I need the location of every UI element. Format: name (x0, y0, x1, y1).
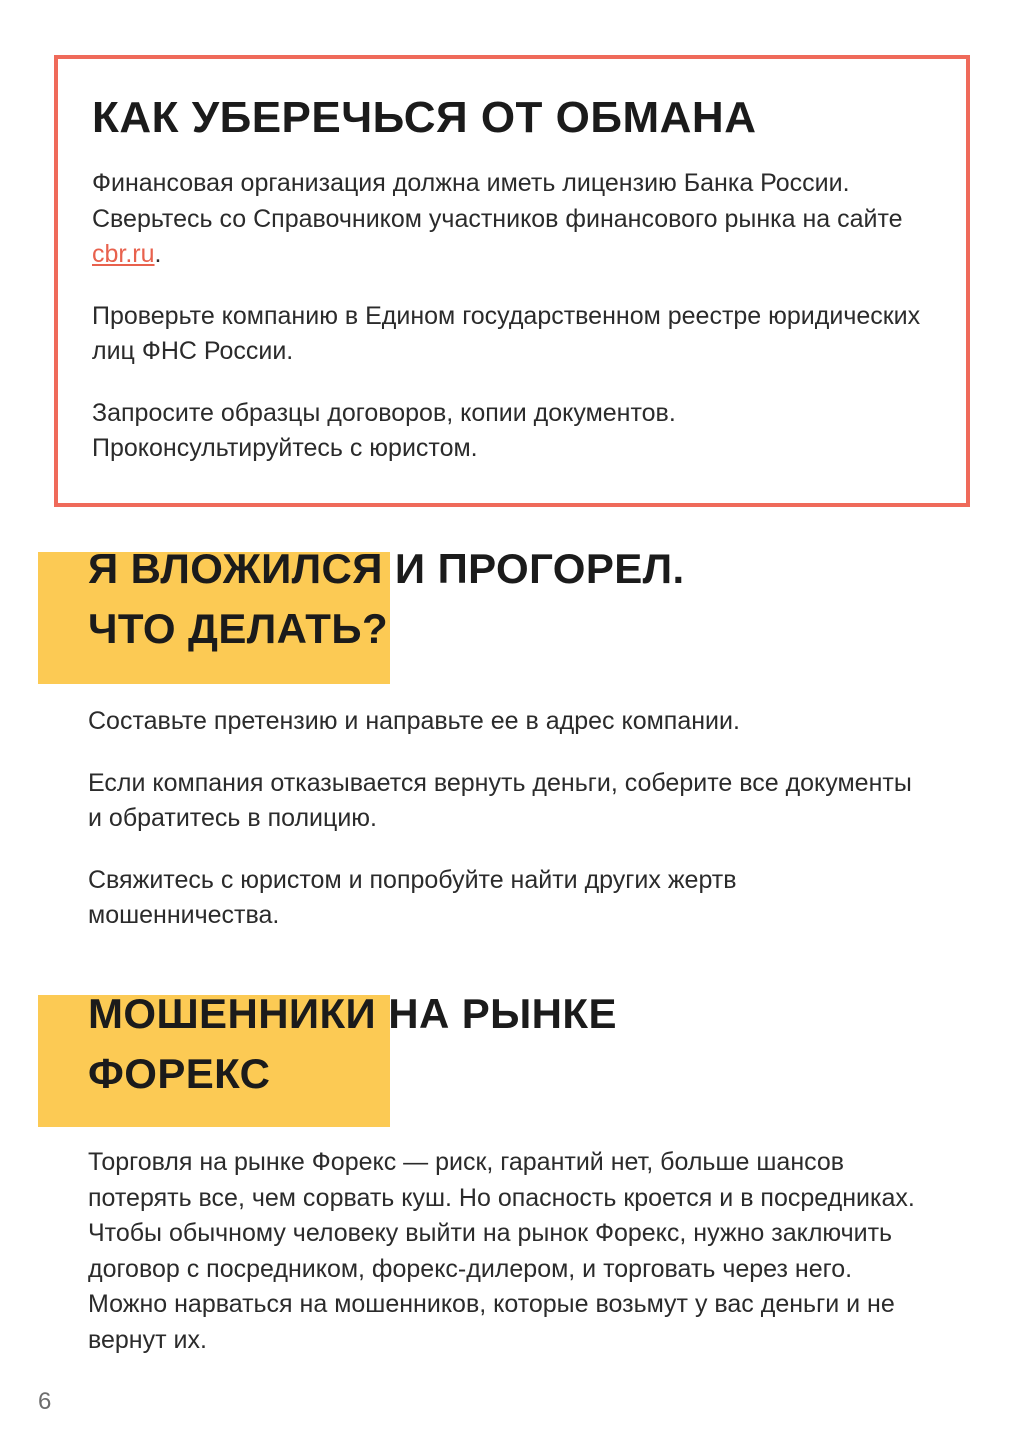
tips-box-paragraph-3: Запросите образцы договоров, копии документов. Проконсультируйтесь с юристом. (92, 398, 676, 463)
forex-title-line-2: ФОРЕКС (88, 1050, 271, 1097)
invested-heading-wrap (0, 540, 1024, 660)
tips-box-title: КАК УБЕРЕЧЬСЯ ОТ ОБМАНА (92, 93, 757, 142)
invested-paragraph-3: Свяжитесь с юристом и попробуйте найти других жертв мошенничества. (88, 865, 737, 929)
forex-section-body (0, 1145, 1024, 1358)
tips-box-section (54, 55, 970, 507)
tips-box-paragraph-2: Проверьте компанию в Едином государственном реестре юридических лиц ФНС России. (92, 301, 921, 366)
invested-paragraph-2: Если компания отказывается вернуть деньги, соберите все документы и обратитесь в полицию. (88, 768, 912, 832)
tips-box-paragraph-1-text-after-link: . (154, 240, 162, 269)
forex-section-title (88, 985, 1024, 1105)
page-number: 6 (38, 1388, 52, 1415)
cbr-ru-link[interactable]: cbr.ru (92, 240, 155, 269)
invested-section (0, 540, 1024, 934)
invested-title-line-1: Я ВЛОЖИЛСЯ И ПРОГОРЕЛ. (88, 545, 685, 592)
tips-box-paragraph-1-text-before-link: Финансовая организация должна иметь лицензию Банка России. Сверьтесь со Справочником участников финансового рынка на сайте (92, 169, 903, 233)
forex-heading-wrap (0, 985, 1024, 1105)
invested-section-body (0, 704, 1024, 934)
invested-section-title (88, 540, 1024, 660)
forex-paragraph-1: Торговля на рынке Форекс — риск, гарантий нет, больше шансов потерять все, чем сорвать куш. Но опасность кроется и в посредниках. Чтобы обычному человеку выйти на рынок Форекс, нужно заключить договор с посредником, форекс-дилером, и торговать через него. Можно нарваться на мошенников, которые возьмут у вас деньги и не вернут их. (88, 1148, 915, 1354)
tips-box-paragraph-1 (92, 166, 926, 273)
invested-paragraph-1: Составьте претензию и направьте ее в адрес компании. (88, 707, 740, 735)
forex-section (0, 985, 1024, 1358)
forex-title-line-1: МОШЕННИКИ НА РЫНКЕ (88, 990, 617, 1037)
invested-title-line-2: ЧТО ДЕЛАТЬ? (88, 605, 388, 652)
